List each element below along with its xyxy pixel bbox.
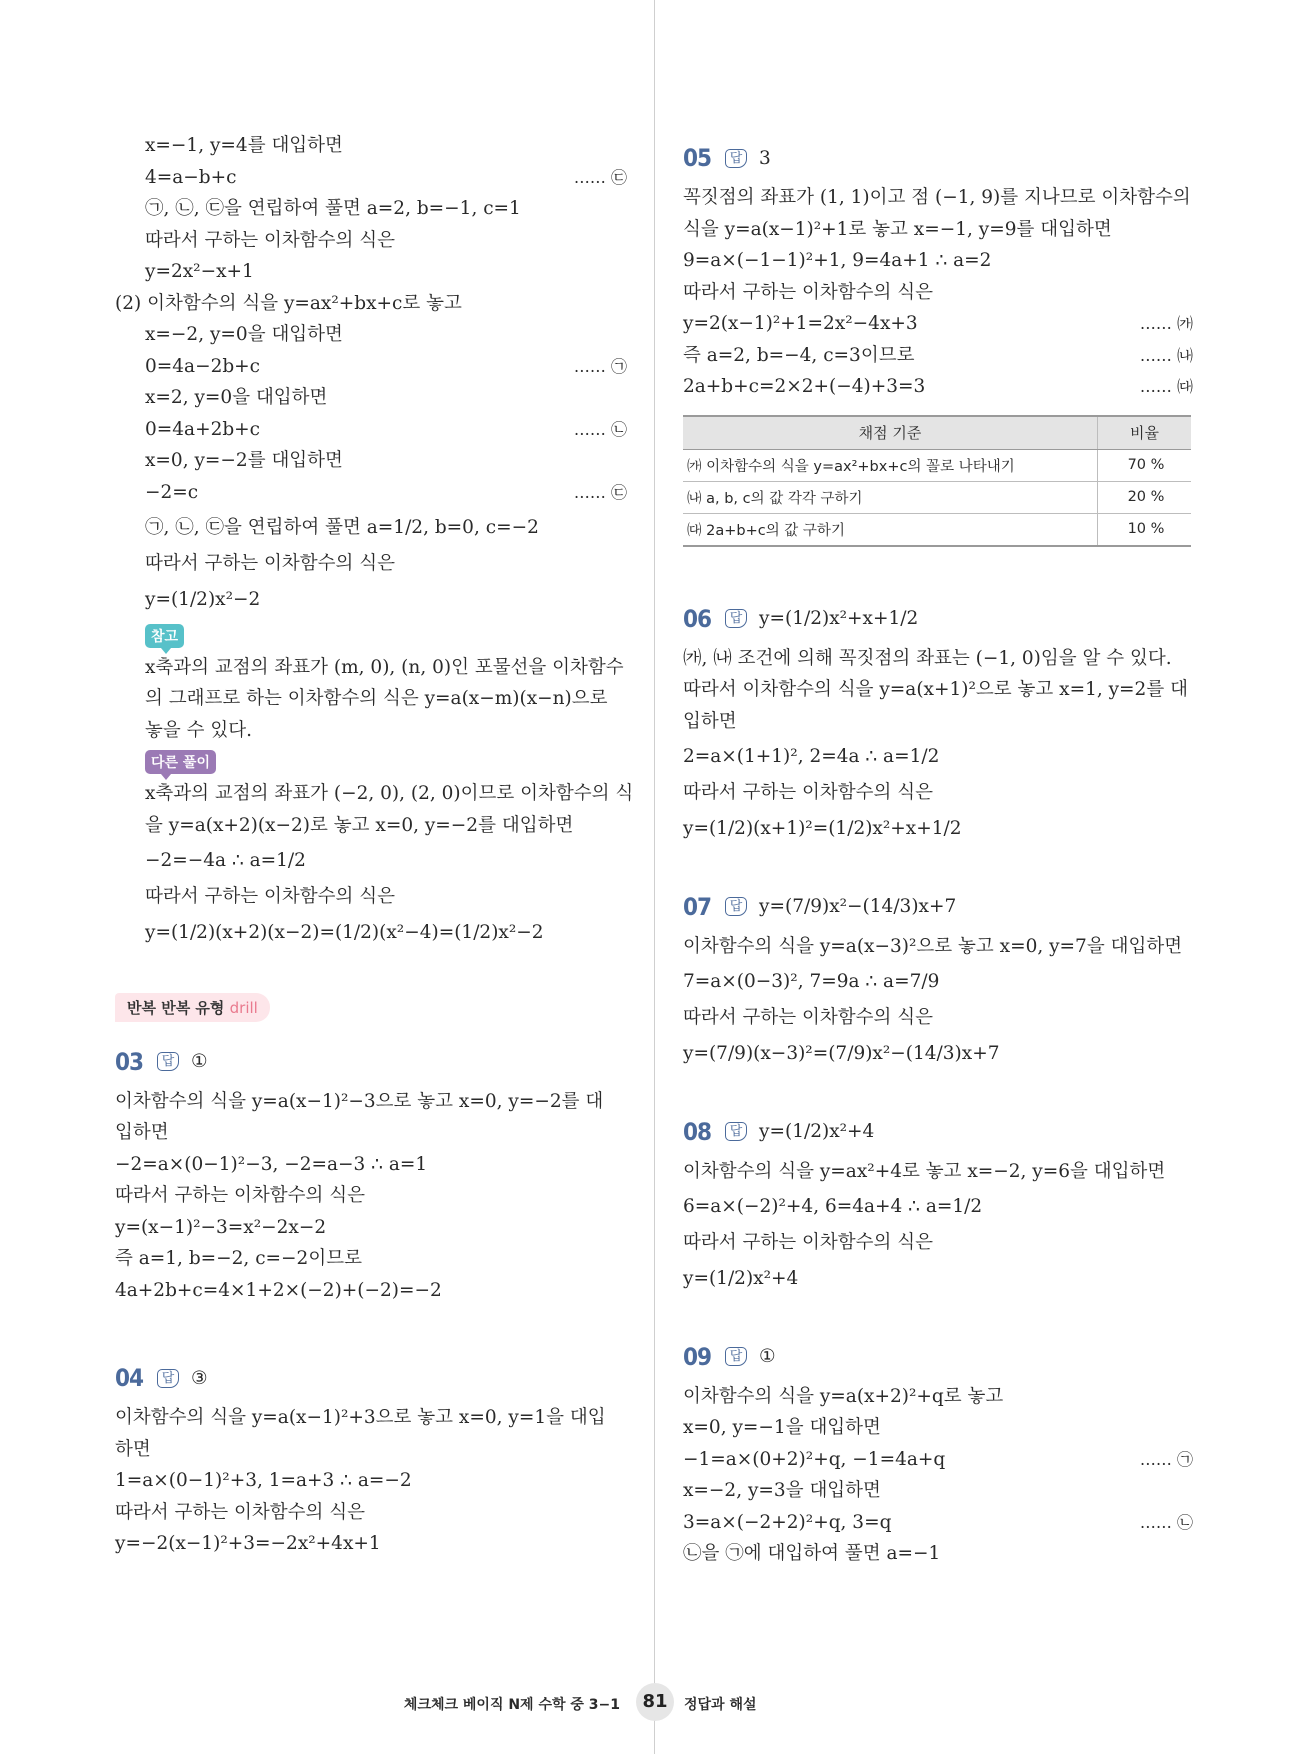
column-divider — [654, 0, 655, 1754]
math-line: 즉 a=1, b=−2, c=−2이므로 — [115, 1248, 362, 1269]
problem-header — [683, 887, 1193, 927]
math-line: ㉠, ㉡, ㉢을 연립하여 풀면 a=1/2, b=0, c=−2 — [145, 517, 539, 538]
answer-badge: 답 — [725, 609, 747, 628]
math-line: y=(1/2)x²+4 — [683, 1267, 799, 1289]
math-line: 이차함수의 식을 y=ax²+4로 놓고 x=−2, y=6을 대입하면 — [683, 1160, 1166, 1182]
math-line: 0=4a+2b+c …… ㉡ — [115, 414, 627, 446]
note-line: 놓을 수 있다. — [145, 719, 252, 741]
answer-value: y=(1/2)x²+4 — [759, 1121, 875, 1142]
math-line: 즉 a=2, b=−4, c=3이므로 …… ㈏ — [683, 340, 1193, 372]
math-line: 0=4a−2b+c …… ㉠ — [115, 351, 627, 383]
math-line: x=0, y=−1을 대입하면 — [683, 1417, 881, 1438]
table-row — [683, 513, 1191, 546]
math-line: 이차함수의 식을 y=a(x+2)²+q로 놓고 — [683, 1385, 1004, 1407]
math-line: y=2(x−1)²+1=2x²−4x+3 …… ㈎ — [683, 308, 1193, 340]
grading-ratio: 70 % — [1098, 449, 1192, 481]
problem-header — [683, 599, 1193, 639]
math-line: x=−2, y=0을 대입하면 — [145, 324, 343, 345]
page-number: 81 — [636, 1683, 674, 1721]
grading-ratio: 10 % — [1098, 513, 1192, 546]
answer-value: ① — [759, 1346, 776, 1367]
problem-06 — [683, 599, 1193, 849]
math-line: 2=a×(1+1)², 2=4a ∴ a=1/2 — [683, 746, 940, 767]
math-line: y=2x²−x+1 — [145, 261, 254, 282]
problem-number: 05 — [683, 144, 712, 172]
answer-value: ① — [191, 1051, 208, 1072]
answer-value: y=(7/9)x²−(14/3)x+7 — [759, 896, 957, 917]
footer-section: 정답과 해설 — [684, 1697, 757, 1713]
alt-solution-tag: 다른 풀이 — [145, 750, 216, 774]
answer-badge: 답 — [157, 1369, 179, 1388]
math-line: 이차함수의 식을 y=a(x−1)²+3으로 놓고 x=0, y=1을 대입 — [115, 1407, 606, 1428]
problem-number: 09 — [683, 1342, 712, 1371]
math-line: y=(1/2)x²−2 — [145, 588, 261, 610]
note-line: 의 그래프로 하는 이차함수의 식은 y=a(x−m)(x−n)으로 — [145, 688, 608, 709]
answer-value: y=(1/2)x²+x+1/2 — [759, 608, 919, 629]
right-column — [683, 130, 1193, 1570]
math-line: 6=a×(−2)²+4, 6=4a+4 ∴ a=1/2 — [683, 1196, 983, 1217]
problem-number: 06 — [683, 604, 712, 633]
grading-criteria: ㈎ 이차함수의 식을 y=ax²+bx+c의 꼴로 나타내기 — [683, 449, 1098, 481]
grading-ratio: 20 % — [1098, 481, 1192, 513]
problem-03 — [115, 1042, 627, 1307]
math-line: 4=a−b+c …… ㉢ — [115, 162, 627, 194]
math-line: 따라서 구하는 이차함수의 식은 — [683, 281, 933, 303]
math-line: ㈎, ㈏ 조건에 의해 꼭짓점의 좌표는 (−1, 0)임을 알 수 있다. — [683, 647, 1172, 669]
math-line: 7=a×(0−3)², 7=9a ∴ a=7/9 — [683, 971, 940, 992]
problem-05 — [683, 138, 1193, 547]
table-row — [683, 481, 1191, 513]
drill-badge — [115, 993, 270, 1022]
alt-line: −2=−4a ∴ a=1/2 — [145, 850, 306, 871]
answer-badge: 답 — [725, 149, 747, 168]
math-line: ㉠, ㉡, ㉢을 연립하여 풀면 a=2, b=−1, c=1 — [145, 198, 521, 219]
left-column — [115, 130, 634, 1560]
math-line: x=0, y=−2를 대입하면 — [145, 450, 343, 471]
note-tag: 참고 — [145, 624, 184, 648]
math-line: 1=a×(0−1)²+3, 1=a+3 ∴ a=−2 — [115, 1470, 412, 1491]
answer-badge: 답 — [725, 1347, 747, 1366]
math-line: y=(x−1)²−3=x²−2x−2 — [115, 1216, 327, 1238]
grading-criteria: ㈐ 2a+b+c의 값 구하기 — [683, 513, 1098, 546]
math-line: x=−1, y=4를 대입하면 — [145, 135, 343, 156]
alt-solution-block — [115, 746, 634, 953]
math-line: x=2, y=0을 대입하면 — [145, 387, 328, 408]
math-line: 9=a×(−1−1)²+1, 9=4a+1 ∴ a=2 — [683, 250, 992, 271]
answer-value: ③ — [191, 1367, 208, 1389]
math-line: 입하면 — [683, 710, 737, 732]
table-row — [683, 449, 1191, 481]
problem-header — [683, 138, 1193, 178]
math-line: ㉡을 ㉠에 대입하여 풀면 a=−1 — [683, 1543, 941, 1564]
problem-08 — [683, 1112, 1193, 1299]
math-line: y=(7/9)(x−3)²=(7/9)x²−(14/3)x+7 — [683, 1042, 1000, 1064]
math-line: −2=a×(0−1)²−3, −2=a−3 ∴ a=1 — [115, 1153, 428, 1175]
problem-09 — [683, 1337, 1193, 1570]
math-line: 이차함수의 식을 y=a(x−3)²으로 놓고 x=0, y=7을 대입하면 — [683, 935, 1183, 957]
problem-number: 04 — [115, 1364, 144, 1392]
problem-header — [683, 1112, 1193, 1152]
grading-table — [683, 415, 1191, 547]
math-line: y=−2(x−1)²+3=−2x²+4x+1 — [115, 1533, 381, 1554]
grading-header-criteria: 채점 기준 — [683, 416, 1098, 450]
math-line: 따라서 구하는 이차함수의 식은 — [115, 1501, 365, 1523]
math-line: 하면 — [115, 1438, 151, 1460]
math-line: 따라서 구하는 이차함수의 식은 — [683, 1007, 933, 1028]
math-line: y=(1/2)(x+1)²=(1/2)x²+x+1/2 — [683, 817, 962, 839]
footer-book-title: 체크체크 베이직 N제 수학 중 3−1 — [403, 1697, 620, 1713]
problem-04 — [115, 1358, 627, 1560]
answer-value: 3 — [759, 147, 771, 169]
math-line: 3=a×(−2+2)²+q, 3=q …… ㉡ — [683, 1507, 1193, 1539]
math-line: 따라서 구하는 이차함수의 식은 — [145, 229, 395, 251]
math-line: −1=a×(0+2)²+q, −1=4a+q …… ㉠ — [683, 1444, 1193, 1476]
answer-badge: 답 — [725, 897, 747, 916]
grading-criteria: ㈏ a, b, c의 값 각각 구하기 — [683, 481, 1098, 513]
drill-label: 반복 반복 유형 — [127, 998, 225, 1017]
math-line: 따라서 구하는 이차함수의 식은 — [683, 1232, 933, 1253]
alt-line: x축과의 교점의 좌표가 (−2, 0), (2, 0)이므로 이차함수의 식 — [145, 783, 634, 804]
problem-header — [115, 1042, 627, 1082]
alt-line: y=(1/2)(x+2)(x−2)=(1/2)(x²−4)=(1/2)x²−2 — [145, 921, 544, 943]
answer-badge: 답 — [157, 1052, 179, 1071]
grading-header-ratio: 비율 — [1098, 416, 1192, 450]
alt-line: 을 y=a(x+2)(x−2)로 놓고 x=0, y=−2를 대입하면 — [145, 814, 574, 836]
problem-07 — [683, 887, 1193, 1074]
problem-number: 03 — [115, 1047, 144, 1076]
math-line: 따라서 이차함수의 식을 y=a(x+1)²으로 놓고 x=1, y=2를 대 — [683, 679, 1188, 700]
problem-number: 07 — [683, 892, 712, 921]
math-line: 이차함수의 식을 y=a(x−1)²−3으로 놓고 x=0, y=−2를 대 — [115, 1090, 604, 1112]
math-line: 입하면 — [115, 1122, 169, 1143]
math-line: x=−2, y=3을 대입하면 — [683, 1480, 881, 1501]
math-line: 2a+b+c=2×2+(−4)+3=3 …… ㈐ — [683, 371, 1193, 403]
math-line: 따라서 구하는 이차함수의 식은 — [683, 782, 933, 803]
alt-line: 따라서 구하는 이차함수의 식은 — [145, 886, 395, 907]
math-line: 4a+2b+c=4×1+2×(−2)+(−2)=−2 — [115, 1279, 442, 1301]
note-block — [115, 620, 627, 747]
math-line: −2=c …… ㉢ — [115, 477, 627, 509]
problem-header — [683, 1337, 1193, 1377]
answer-badge: 답 — [725, 1122, 747, 1141]
continuation-block — [115, 130, 627, 288]
note-line: x축과의 교점의 좌표가 (m, 0), (n, 0)인 포물선을 이차함수 — [145, 656, 624, 678]
problem-number: 08 — [683, 1117, 712, 1146]
math-line: 식을 y=a(x−1)²+1로 놓고 x=−1, y=9를 대입하면 — [683, 218, 1112, 240]
drill-word: drill — [229, 998, 258, 1017]
math-line: (2) 이차함수의 식을 y=ax²+bx+c로 놓고 — [115, 292, 462, 314]
math-line: 따라서 구하는 이차함수의 식은 — [145, 553, 395, 574]
problem-header — [115, 1358, 627, 1398]
math-line: 따라서 구하는 이차함수의 식은 — [115, 1185, 365, 1206]
page-footer — [0, 1683, 1300, 1723]
math-line: 꼭짓점의 좌표가 (1, 1)이고 점 (−1, 9)를 지나므로 이차함수의 — [683, 187, 1191, 208]
part2-block — [115, 288, 627, 620]
